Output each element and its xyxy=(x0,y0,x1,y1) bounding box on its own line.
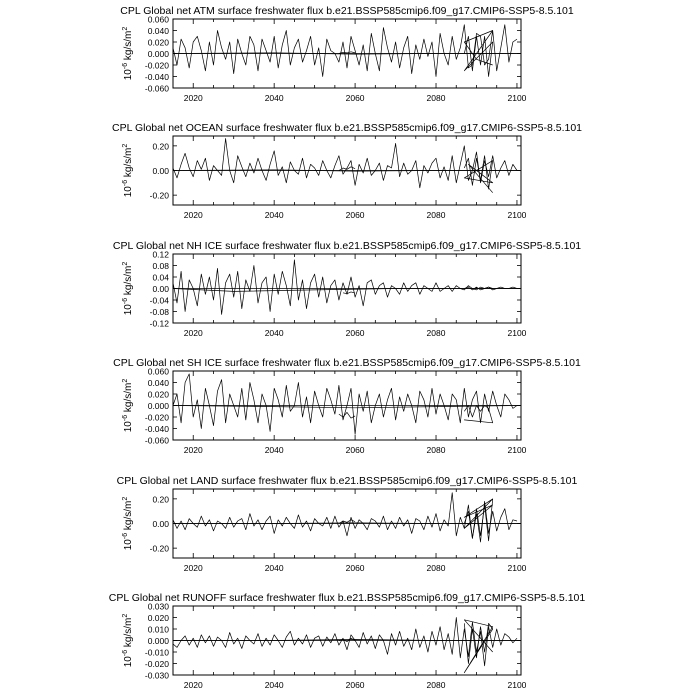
y-tick-label: -0.020 xyxy=(144,412,169,423)
x-tick-label: 2060 xyxy=(345,563,365,573)
x-tick-label: 2100 xyxy=(507,93,527,103)
y-tick-label: -0.060 xyxy=(144,83,169,94)
x-tick-label: 2080 xyxy=(426,680,446,690)
x-tick-label: 2100 xyxy=(507,680,527,690)
y-axis-label: $10^{-6}$ $kg/s/m^2$ xyxy=(122,496,134,551)
x-tick-label: 2040 xyxy=(264,445,284,455)
y-tick-label: 0.000 xyxy=(147,636,169,646)
x-tick-label: 2060 xyxy=(345,210,365,220)
y-tick-label: 0.12 xyxy=(152,249,169,260)
y-tick-label: 0.020 xyxy=(147,37,169,48)
y-axis-label: $10^{-6}$ $kg/s/m^2$ xyxy=(122,26,134,81)
y-tick-label: -0.020 xyxy=(144,60,169,71)
x-tick-label: 2100 xyxy=(507,445,527,455)
x-tick-label: 2100 xyxy=(507,328,527,338)
series-line-2 xyxy=(173,289,521,292)
x-tick-label: 2020 xyxy=(183,210,203,220)
x-tick-label: 2020 xyxy=(183,563,203,573)
x-tick-label: 2080 xyxy=(426,445,446,455)
x-tick-label: 2040 xyxy=(264,93,284,103)
x-tick-label: 2040 xyxy=(264,563,284,573)
y-tick-label: 0.020 xyxy=(147,389,169,400)
y-tick-label: -0.04 xyxy=(149,295,169,306)
chart-title: CPL Global net SH ICE surface freshwater flux b.e21.BSSP585cmip6.f09_g17.CMIP6-SSP5-8.5.101 xyxy=(113,357,581,369)
y-tick-label: 0.20 xyxy=(152,141,169,152)
chart-title: CPL Global net NH ICE surface freshwater flux b.e21.BSSP585cmip6.f09_g17.CMIP6-SSP5-8.5.101 xyxy=(112,240,582,252)
chart-panel-5 xyxy=(117,475,578,573)
y-tick-label: 0.010 xyxy=(147,624,169,635)
series-line-4 xyxy=(464,406,492,423)
y-tick-label: -0.20 xyxy=(149,190,169,201)
y-tick-label: 0.00 xyxy=(152,166,169,176)
y-tick-label: 0.20 xyxy=(152,494,169,505)
chart-panel-2 xyxy=(112,122,582,220)
series-line-4 xyxy=(464,156,492,193)
y-tick-label: 0.04 xyxy=(152,272,169,283)
chart-panel-4 xyxy=(113,357,581,455)
x-tick-label: 2080 xyxy=(426,210,446,220)
chart-title: CPL Global net OCEAN surface freshwater flux b.e21.BSSP585cmip6.f09_g17.CMIP6-SSP5-8.5.101 xyxy=(111,122,583,134)
x-tick-label: 2060 xyxy=(345,93,365,103)
y-axis-label: $10^{-6}$ $kg/s/m^2$ xyxy=(122,613,134,668)
y-tick-label: -0.12 xyxy=(149,318,169,329)
y-tick-label: 0.060 xyxy=(147,366,169,377)
x-tick-label: 2040 xyxy=(264,210,284,220)
x-tick-label: 2020 xyxy=(183,328,203,338)
x-tick-label: 2020 xyxy=(183,93,203,103)
y-tick-label: 0.020 xyxy=(147,613,169,623)
chart-title: CPL Global net ATM surface freshwater flux b.e21.BSSP585cmip6.f09_g17.CMIP6-SSP5-8.5.101 xyxy=(120,5,574,17)
series-line-1 xyxy=(173,618,517,666)
x-tick-label: 2080 xyxy=(426,93,446,103)
y-tick-label: -0.020 xyxy=(144,659,169,669)
y-tick-label: -0.040 xyxy=(144,72,169,82)
chart-title: CPL Global net RUNOFF surface freshwater flux b.e21.BSSP585cmip6.f09_g17.CMIP6-SSP5-8.5.101 xyxy=(108,592,586,604)
y-tick-label: -0.060 xyxy=(144,435,169,446)
series-line-3 xyxy=(343,292,355,294)
x-tick-label: 2080 xyxy=(426,563,446,573)
x-tick-label: 2020 xyxy=(183,445,203,455)
y-axis-label: $10^{-6}$ $kg/s/m^2$ xyxy=(122,143,134,198)
chart-panel-1 xyxy=(120,5,574,103)
chart-title: CPL Global net LAND surface freshwater flux b.e21.BSSP585cmip6.f09_g17.CMIP6-SSP5-8.5.101 xyxy=(116,475,578,487)
chart-panel-6 xyxy=(109,592,586,690)
y-tick-label: 0.000 xyxy=(147,401,169,411)
y-tick-label: -0.040 xyxy=(144,424,169,434)
y-tick-label: -0.20 xyxy=(149,543,169,554)
y-tick-label: -0.010 xyxy=(144,647,169,658)
y-axis-label: $10^{-6}$ $kg/s/m^2$ xyxy=(122,378,134,433)
y-tick-label: 0.000 xyxy=(147,49,169,59)
y-tick-label: 0.040 xyxy=(147,378,169,388)
series-line-1 xyxy=(173,139,517,188)
series-line-1 xyxy=(173,493,517,542)
y-tick-label: 0.08 xyxy=(152,261,169,271)
y-tick-label: -0.030 xyxy=(144,670,169,681)
chart-panel-3 xyxy=(113,240,581,338)
x-tick-label: 2060 xyxy=(345,445,365,455)
x-tick-label: 2080 xyxy=(426,328,446,338)
y-tick-label: 0.060 xyxy=(147,14,169,25)
x-tick-label: 2060 xyxy=(345,680,365,690)
y-tick-label: 0.00 xyxy=(152,519,169,529)
y-axis-label: $10^{-6}$ $kg/s/m^2$ xyxy=(122,261,134,316)
x-tick-label: 2100 xyxy=(507,563,527,573)
x-tick-label: 2020 xyxy=(183,680,203,690)
x-tick-label: 2100 xyxy=(507,210,527,220)
y-tick-label: -0.08 xyxy=(149,307,169,317)
series-line-1 xyxy=(173,374,517,434)
series-line-3 xyxy=(339,412,355,418)
y-tick-label: 0.00 xyxy=(152,284,169,294)
x-tick-label: 2040 xyxy=(264,328,284,338)
x-tick-label: 2040 xyxy=(264,680,284,690)
y-tick-label: 0.030 xyxy=(147,601,169,612)
y-tick-label: 0.040 xyxy=(147,26,169,36)
series-line-1 xyxy=(173,260,517,315)
x-tick-label: 2060 xyxy=(345,328,365,338)
